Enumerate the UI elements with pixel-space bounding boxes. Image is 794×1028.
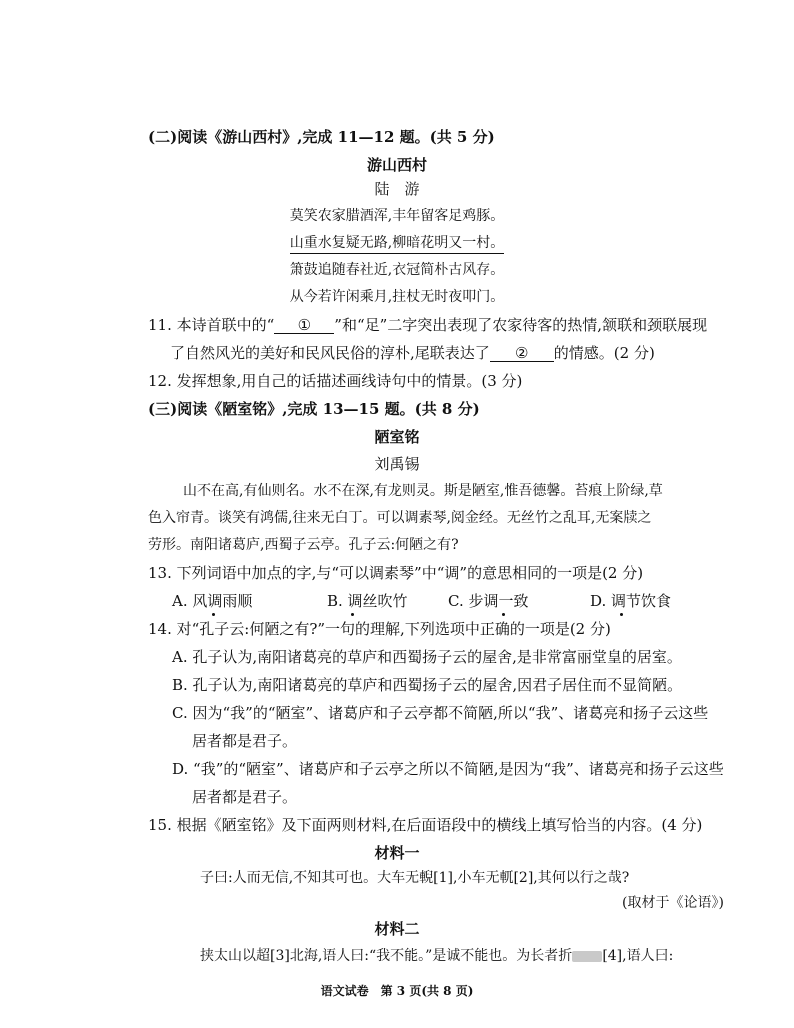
q14-option-b[interactable]: B. 孔子认为,南阳诸葛亮的草庐和西蜀扬子云的屋舍,因君子居住而不显简陋。: [172, 676, 683, 694]
section2-heading: (二)阅读《游山西村》,完成 11—12 题。(共 5 分): [148, 128, 495, 146]
q11-line1: [148, 318, 707, 334]
emphasis-dot: [351, 613, 354, 616]
material2-text: [200, 949, 673, 963]
poem-author: 陆 游: [374, 180, 420, 198]
essay-title: 陋室铭: [374, 428, 420, 446]
emphasis-dot: [502, 613, 505, 616]
poem-title: 游山西村: [366, 156, 427, 174]
material1-title: 材料一: [374, 844, 420, 862]
emphasis-dot: [212, 613, 215, 616]
q11-blank-2[interactable]: ②: [490, 346, 554, 362]
q14-option-d-line1[interactable]: D. “我”的“陋室”、诸葛庐和子云亭之所以不简陋,是因为“我”、诸葛亮和扬子云这些: [172, 760, 724, 778]
essay-line-1: 山不在高,有仙则名。水不在深,有龙则灵。斯是陋室,惟吾德馨。苔痕上阶绿,草: [183, 483, 663, 499]
q11-line2: [170, 346, 655, 362]
q14-option-d-line2[interactable]: 居者都是君子。: [192, 788, 298, 806]
q11-text-c: 了自然风光的美好和民风民俗的淳朴,尾联表达了: [170, 344, 490, 362]
material2-text-b: [4],语人曰:: [602, 948, 674, 964]
q15-stem: 15. 根据《陋室铭》及下面两则材料,在后面语段中的横线上填写恰当的内容。(4 分): [148, 816, 703, 834]
essay-author: 刘禹锡: [374, 455, 420, 473]
q13-option-d[interactable]: D. 调节饮食: [590, 592, 672, 610]
poem-line-3: 箫鼓追随春社近,衣冠简朴古风存。: [289, 262, 505, 278]
poem-line-1: 莫笑农家腊酒浑,丰年留客足鸡豚。: [289, 208, 505, 224]
q13-option-b[interactable]: B. 调丝吹竹: [327, 592, 408, 610]
page-footer: 语文试卷 第 3 页(共 8 页): [320, 984, 474, 998]
poem-line-2-underlined: [0, 236, 794, 250]
q12-stem: 12. 发挥想象,用自己的话描述画线诗句中的情景。(3 分): [148, 372, 523, 390]
q13-stem: 13. 下列词语中加点的字,与“可以调素琴”中“调”的意思相同的一项是(2 分): [148, 564, 644, 582]
material2-title: 材料二: [374, 920, 420, 938]
q13-option-a[interactable]: A. 风调雨顺: [172, 592, 253, 610]
obscured-text-smudge: [572, 951, 602, 962]
q14-stem: 14. 对“孔子云:何陋之有?”一句的理解,下列选项中正确的一项是(2 分): [148, 620, 611, 638]
section3-heading: (三)阅读《陋室铭》,完成 13—15 题。(共 8 分): [148, 400, 480, 418]
essay-line-3: 劳形。南阳诸葛庐,西蜀子云亭。孔子云:何陋之有?: [148, 537, 459, 553]
material2-text-a: 挟太山以超[3]北海,语人曰:“我不能。”是诚不能也。为长者折: [200, 948, 573, 964]
q11-text-a: 11. 本诗首联中的“: [148, 316, 275, 334]
poem-line-4: 从今若许闲乘月,拄杖无时夜叩门。: [289, 289, 505, 305]
q11-text-d: 的情感。(2 分): [553, 344, 655, 362]
q14-option-a[interactable]: A. 孔子认为,南阳诸葛亮的草庐和西蜀扬子云的屋舍,是非常富丽堂皇的居室。: [172, 648, 682, 666]
q11-blank-1[interactable]: ①: [274, 318, 334, 334]
q14-option-c-line1[interactable]: C. 因为“我”的“陋室”、诸葛庐和子云亭都不简陋,所以“我”、诸葛亮和扬子云这些: [172, 704, 709, 722]
q11-text-b: ”和“足”二字突出表现了农家待客的热情,颔联和颈联展现: [334, 316, 708, 334]
material1-source: (取材于《论语》): [622, 895, 724, 911]
q13-option-c[interactable]: C. 步调一致: [448, 592, 529, 610]
q14-option-c-line2[interactable]: 居者都是君子。: [192, 732, 298, 750]
essay-line-2: 色入帘青。谈笑有鸿儒,往来无白丁。可以调素琴,阅金经。无丝竹之乱耳,无案牍之: [148, 510, 652, 526]
poem-line-2-text: 山重水复疑无路,柳暗花明又一村。: [290, 235, 504, 254]
emphasis-dot: [620, 613, 623, 616]
material1-text: 子曰:人而无信,不知其可也。大车无輗[1],小车无軏[2],其何以行之哉?: [200, 870, 630, 886]
